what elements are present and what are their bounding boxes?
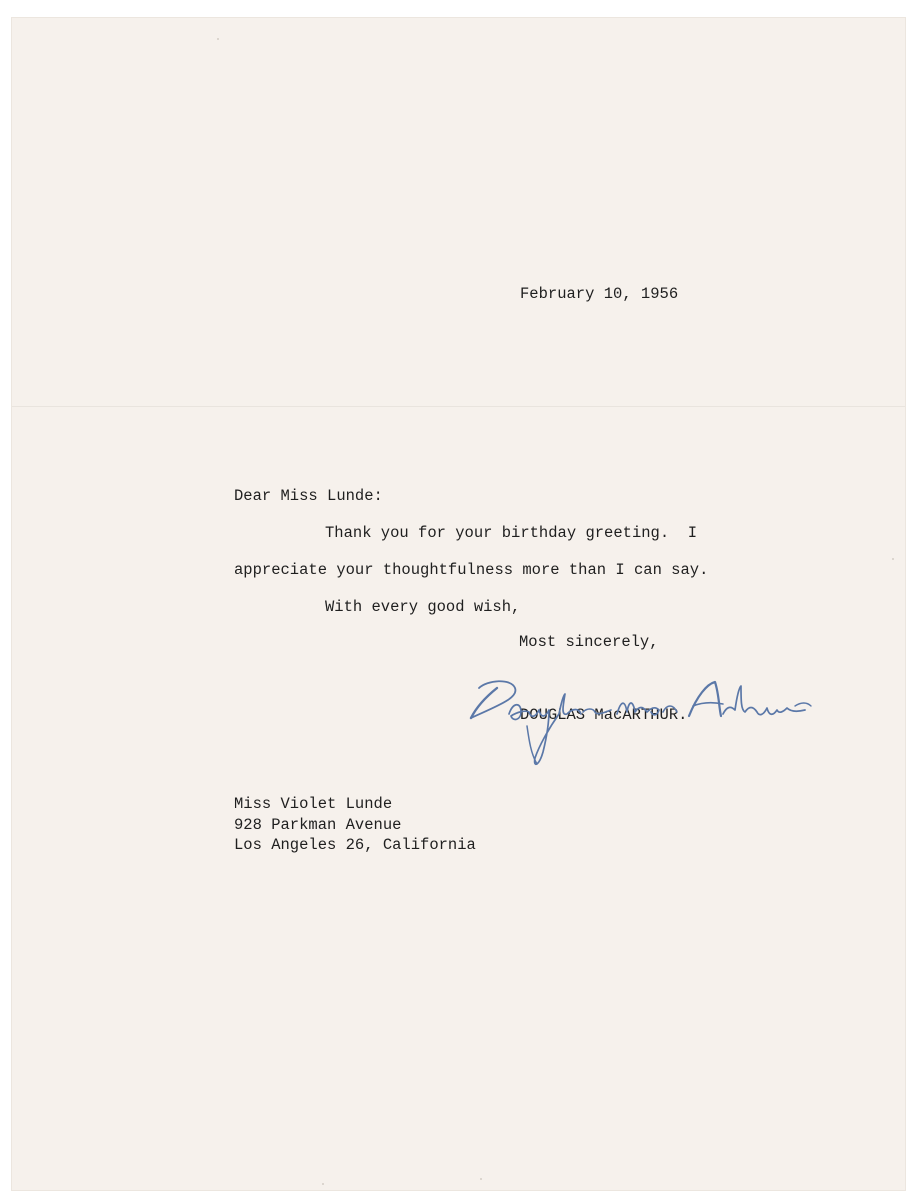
salutation: Dear Miss Lunde: [234, 487, 383, 505]
typed-signature-name: DOUGLAS MacARTHUR. [520, 706, 688, 724]
closing: Most sincerely, [519, 633, 659, 651]
recipient-city: Los Angeles 26, California [234, 836, 476, 854]
paper-fold-line [12, 406, 905, 407]
recipient-name: Miss Violet Lunde [234, 795, 393, 813]
letter-date: February 10, 1956 [520, 285, 679, 303]
letter-page [12, 18, 905, 1190]
handwritten-signature [457, 666, 817, 776]
recipient-street: 928 Parkman Avenue [234, 816, 402, 834]
body-line-2: appreciate your thoughtfulness more than I can say. [234, 561, 709, 579]
body-line-3: With every good wish, [325, 598, 521, 616]
body-line-1: Thank you for your birthday greeting. I [325, 524, 698, 542]
